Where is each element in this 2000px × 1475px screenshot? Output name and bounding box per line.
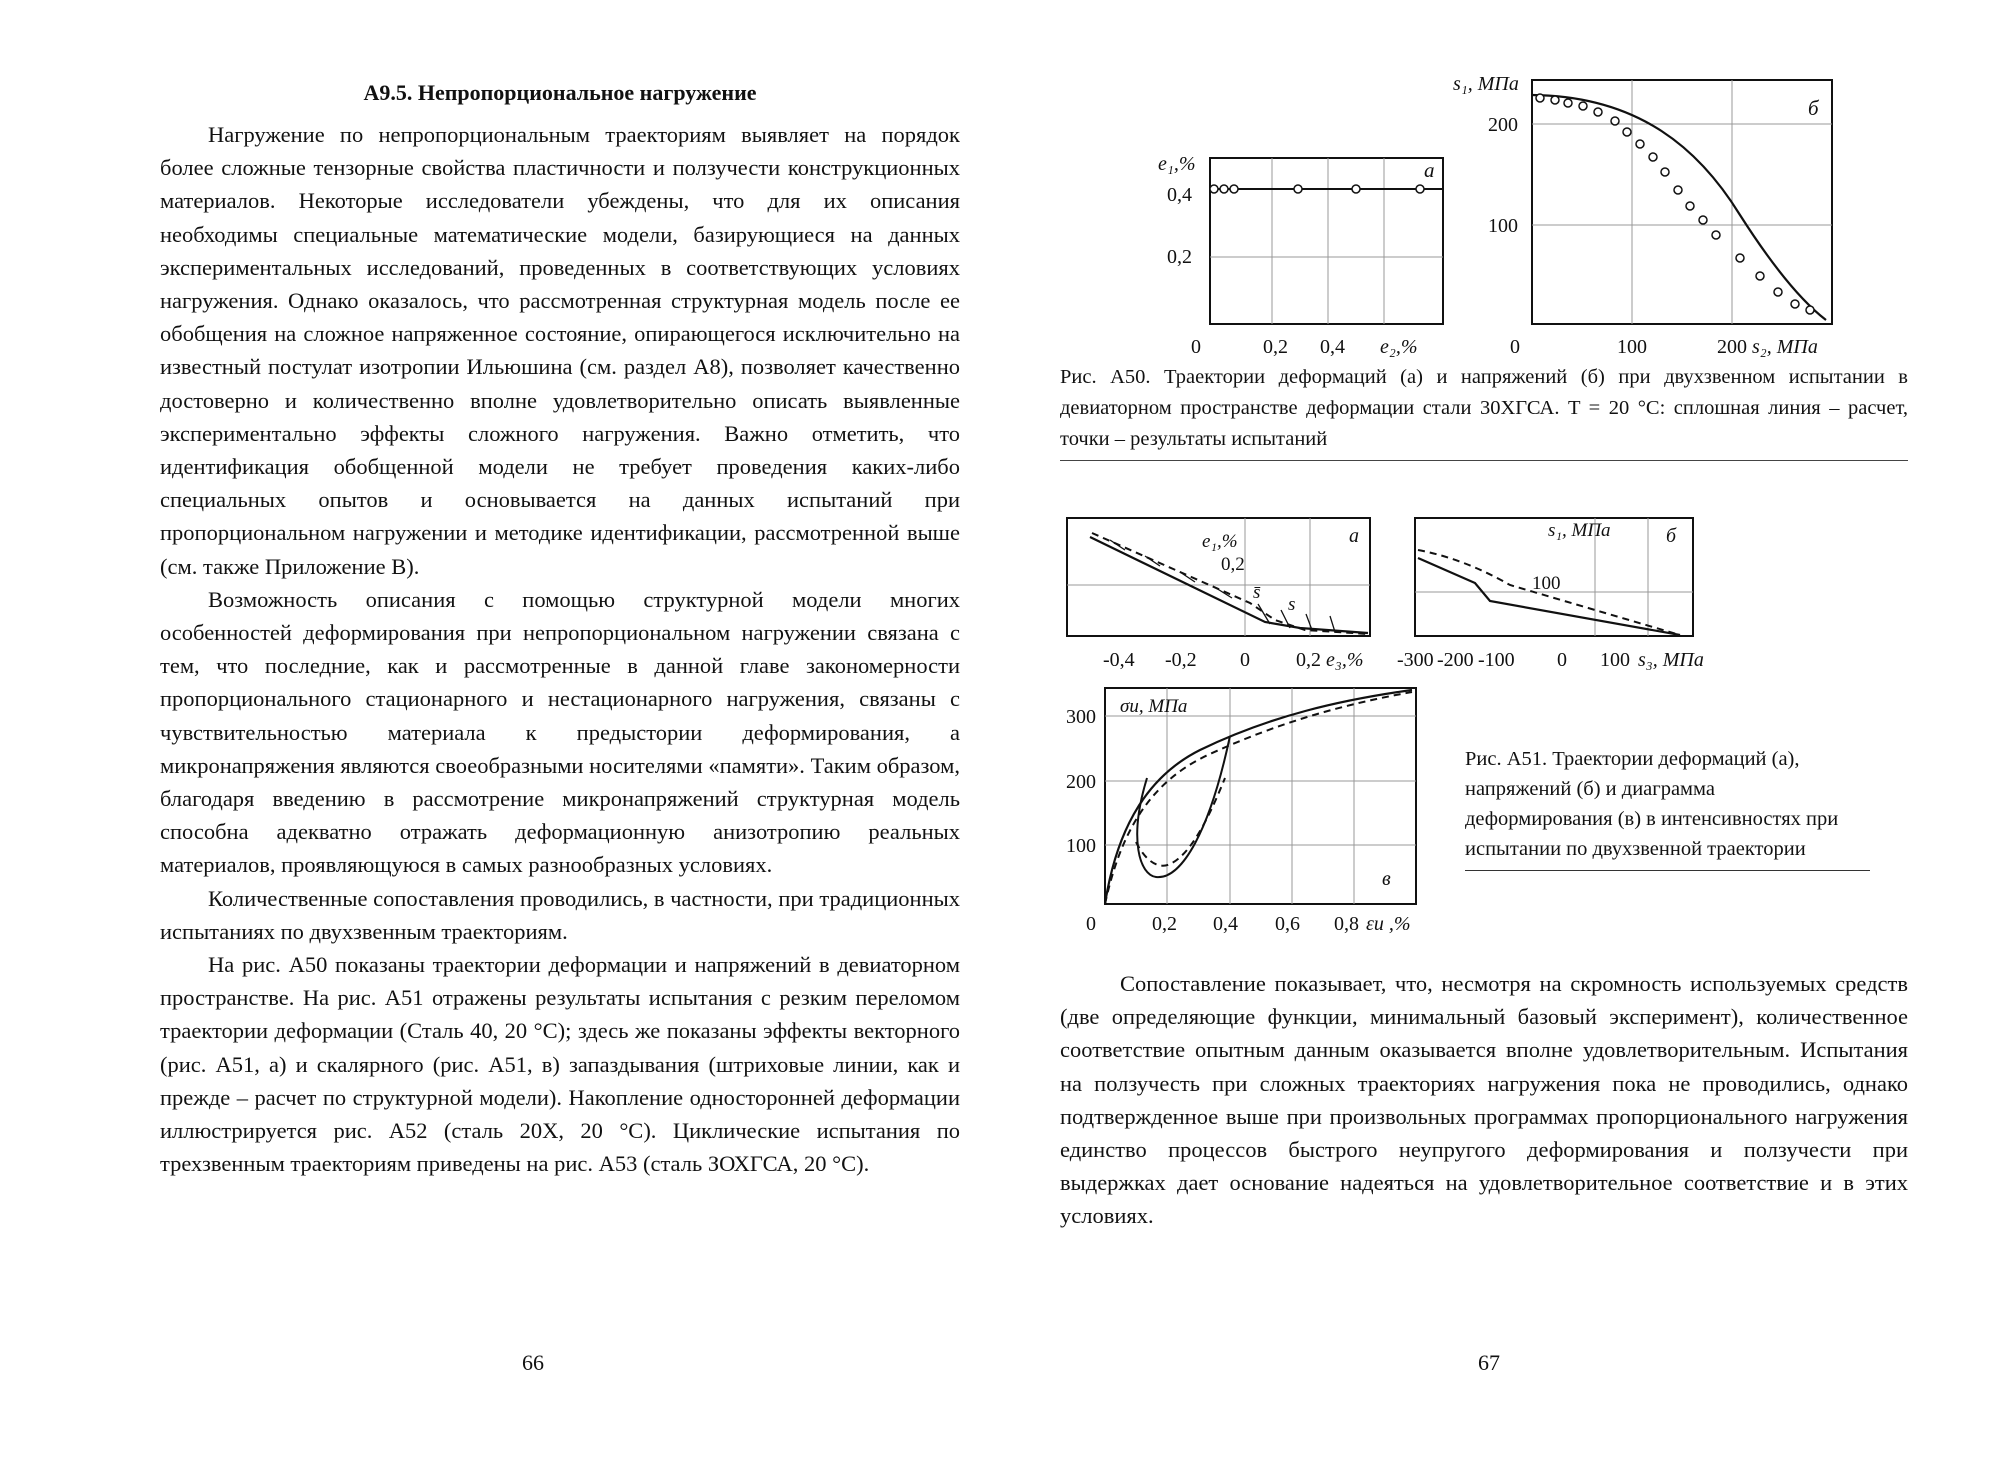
- x-tick: 0,4: [1213, 913, 1238, 935]
- x-tick: -0,4: [1103, 649, 1135, 671]
- axis-ylabel: s₁, МПа: [1453, 73, 1519, 95]
- axis-xlabel: e₃,%: [1326, 649, 1364, 671]
- x-tick: 200: [1717, 336, 1747, 358]
- fig51-caption: Рис. А51. Траектории деформаций (а), напряжений (б) и диаграмма деформирования (в) в интенсивностях при испытании по двухзвенной траектории: [1465, 748, 1839, 860]
- axis-ylabel: σи, МПа: [1120, 696, 1188, 717]
- paragraph: Сопоставление показывает, что, несмотря на скромность используемых средств (две определяющие функции, минимальный базовый эксперимент), количественное соответствие опытным данным оказывается вполне удовлетворительным. Испытания на ползучесть при сложных траекториях нагружения пока не проводились, однако подтвержденное выше при произвольных программах пропорционального нагружения единство процессов быстрого неупругого деформирования и ползучести при выдержках дает основание надеяться на удовлетворительное соответствие и в этих условиях.: [1060, 971, 1908, 1229]
- x-tick: 0,2: [1263, 336, 1288, 358]
- x-tick: 0: [1086, 913, 1096, 935]
- vector-s-bar-label: s̄: [1253, 582, 1261, 603]
- left-body-text: [160, 118, 960, 1181]
- x-tick: 100: [1617, 336, 1647, 358]
- paragraph: Количественные сопоставления проводились, в частности, при традиционных испытаниях по двухзвенным траекториям.: [160, 885, 960, 944]
- x-tick: 0: [1240, 649, 1250, 671]
- panel-letter: а: [1349, 525, 1359, 547]
- x-tick: -0,2: [1165, 649, 1197, 671]
- axis-ylabel: s₁, МПа: [1548, 520, 1611, 541]
- section-heading: А9.5. Непропорциональное нагружение: [363, 80, 757, 105]
- paragraph: Возможность описания с помощью структурной модели многих особенностей деформирования при непропорциональном нагружении связана с тем, что последние, как и рассмотренные в данной главе закономерности пропорционального стационарного и нестационарного нагружения, связаны с чувствительностью материала к предыстории деформирования, а микронапряжения являются своеобразными носителями «памяти». Таким образом, благодаря введению в рассмотрение микронапряжений структурная модель способна адекватно отражать деформационную анизотропию реальных материалов, проявляющуюся в самых разнообразных условиях.: [160, 586, 960, 878]
- axis-xlabel: e₂,%: [1380, 336, 1418, 358]
- fig50a-panel: [1158, 153, 1443, 358]
- y-tick: 0,4: [1167, 184, 1192, 206]
- paragraph: Нагружение по непропорциональным траекториям выявляет на порядок более сложные тензорные свойства пластичности и ползучести конструкционных материалов. Некоторые исследователи убеждены, что для их описания необходимы специальные математические модели, базирующиеся на данных экспериментальных исследований, проведенных в соответствующих условиях нагружения. Однако оказалось, что рассмотренная структурная модель после ее обобщения на сложное напряженное состояние, опирающегося исключительно на известный постулат изотропии Ильюшина (см. раздел А8), позволяет качественно достоверно и количественно вполне удовлетворительно описать выявленные экспериментально эффекты сложного нагружения. Важно отметить, что идентификация обобщенной модели не требует проведения каких-либо специальных опытов и основывается на данных испытаний при пропорциональном нагружении и методике идентификации, рассмотренной выше (см. также Приложение В).: [160, 122, 960, 579]
- fig50b-panel: [1453, 73, 1832, 358]
- vector-s-label: s: [1288, 594, 1296, 615]
- right-body-text: [1060, 967, 1908, 1233]
- x-tick: -100: [1478, 649, 1515, 671]
- x-tick: 0,2: [1296, 649, 1321, 671]
- y-tick: 100: [1488, 215, 1518, 237]
- caption-divider: [1060, 460, 1908, 461]
- fig51c-panel: [1066, 688, 1416, 935]
- inner-tick: 0,2: [1221, 554, 1245, 575]
- x-tick: -200: [1437, 649, 1474, 671]
- panel-letter: а: [1424, 158, 1435, 182]
- panel-letter: б: [1808, 96, 1819, 120]
- panel-letter: в: [1382, 868, 1391, 890]
- page-number-right: 67: [1478, 1350, 1500, 1375]
- panel-letter: б: [1666, 525, 1677, 547]
- fig50-caption: Рис. А50. Траектории деформаций (а) и напряжений (б) при двухзвенном испытании в девиаторном пространстве деформации стали 30ХГСА. T = 20 °С: сплошная линия – расчет, точки – результаты испытаний: [1060, 366, 1908, 450]
- right-page: [1000, 0, 2000, 1475]
- x-tick: 0,8: [1334, 913, 1359, 935]
- axis-xlabel: s₃, МПа: [1638, 649, 1704, 671]
- y-tick: 200: [1488, 114, 1518, 136]
- paragraph: На рис. А50 показаны траектории деформации и напряжений в девиаторном пространстве. На рис. А51 отражены результаты испытания с резким переломом траектории деформации (Сталь 40, 20 °С); здесь же показаны эффекты векторного (рис. А51, а) и скалярного (рис. А51, в) запаздывания (штриховые линии, как и прежде – расчет по структурной модели). Накопление односторонней деформации иллюстрируется рис. А52 (сталь 20Х, 20 °С). Циклические испытания по трехзвенным траекториям приведены на рис. А53 (сталь ЗОХГСА, 20 °С).: [160, 952, 960, 1177]
- x-tick: 0: [1510, 336, 1520, 358]
- x-tick: 100: [1600, 649, 1630, 671]
- caption-divider: [1465, 870, 1870, 871]
- x-tick: 0,6: [1275, 913, 1300, 935]
- fig51a-panel: [1067, 518, 1370, 671]
- axis-xlabel: s₂, МПа: [1752, 336, 1818, 358]
- y-tick: 300: [1066, 706, 1096, 728]
- x-tick: 0,4: [1320, 336, 1345, 358]
- axis-ylabel: e₁,%: [1202, 531, 1238, 552]
- y-tick: 0,2: [1167, 246, 1192, 268]
- axis-xlabel: εи ,%: [1366, 913, 1411, 935]
- x-tick: 0: [1557, 649, 1567, 671]
- x-tick: 0,2: [1152, 913, 1177, 935]
- page-number-left: 66: [522, 1350, 544, 1375]
- axis-ylabel: e₁,%: [1158, 153, 1196, 175]
- fig51b-panel: [1397, 518, 1704, 671]
- x-tick: -300: [1397, 649, 1434, 671]
- x-tick: 0: [1191, 336, 1201, 358]
- y-tick: 200: [1066, 771, 1096, 793]
- y-tick: 100: [1066, 835, 1096, 857]
- inner-tick: 100: [1532, 573, 1561, 594]
